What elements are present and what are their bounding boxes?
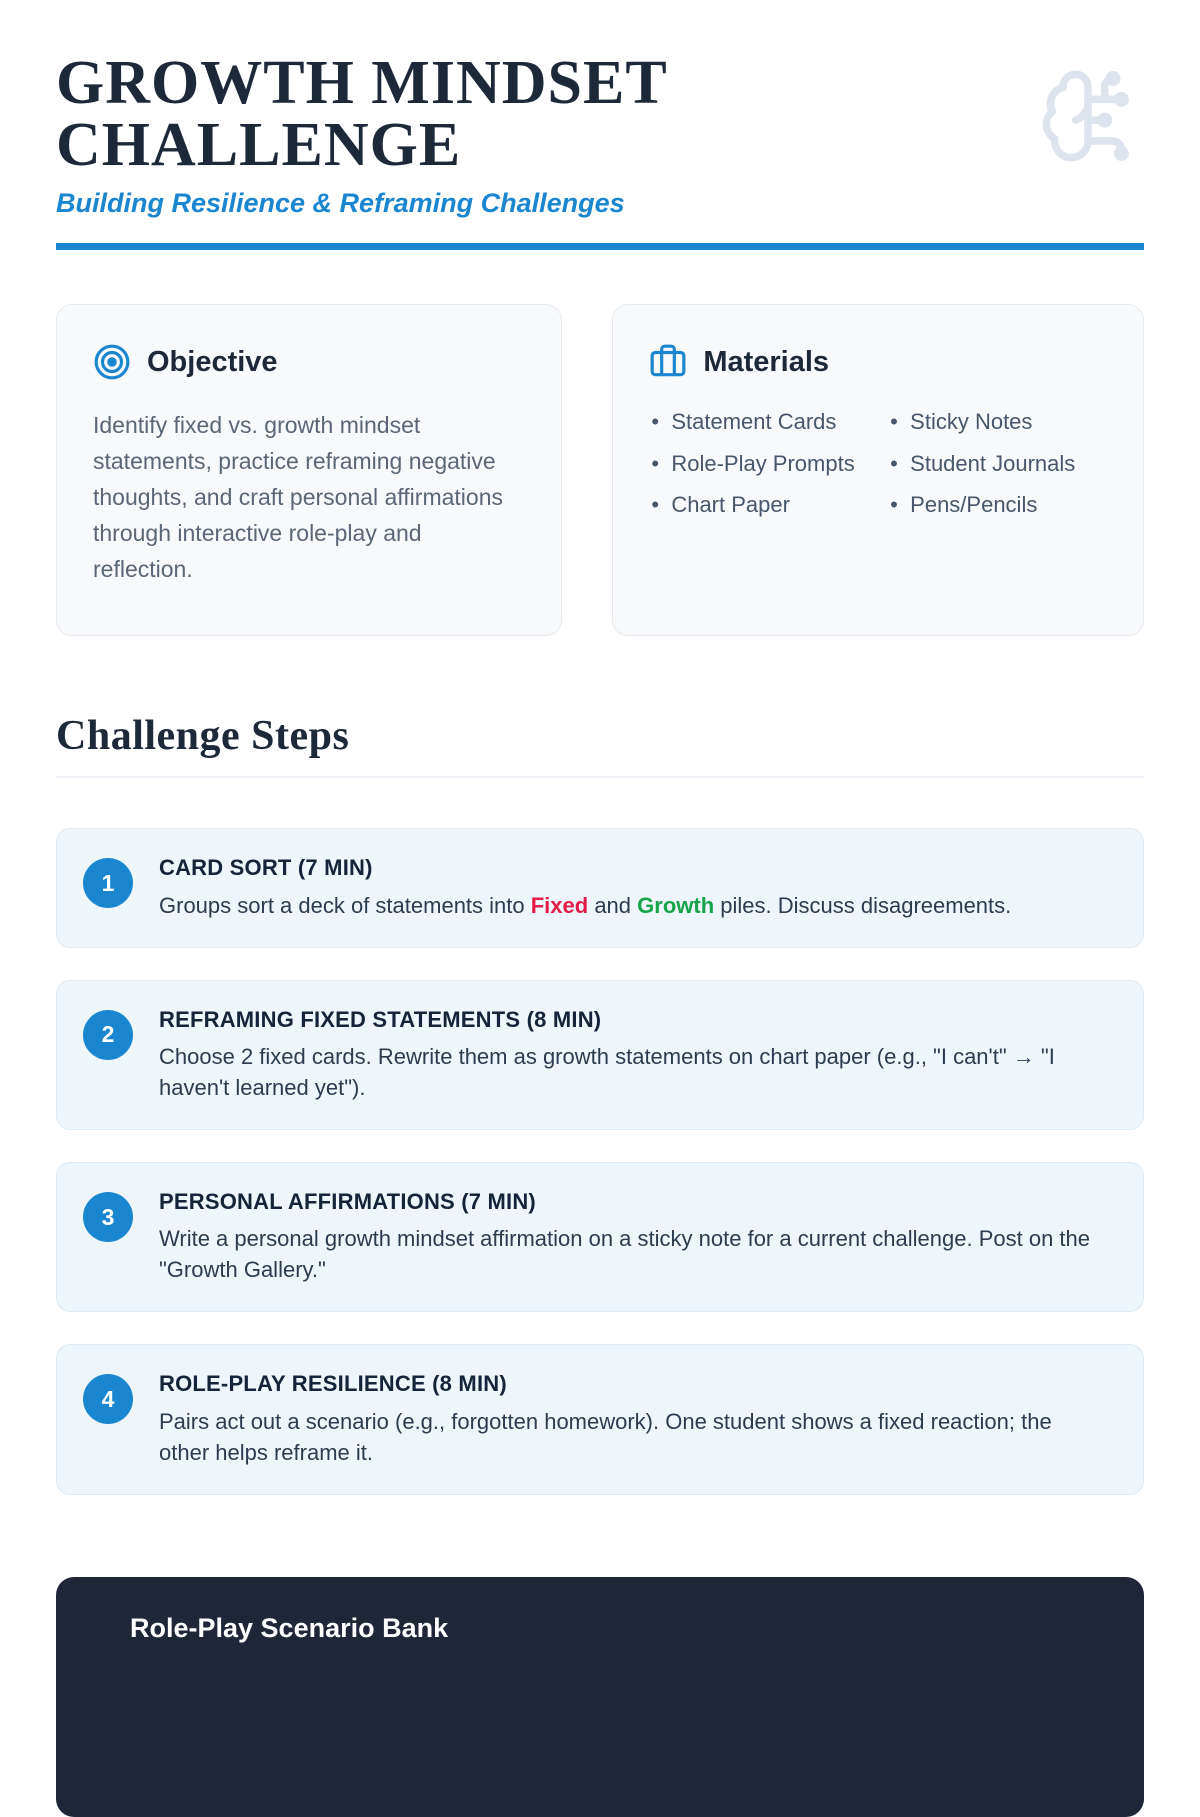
list-item: • Chart Paper: [649, 490, 868, 520]
objective-card-header: [93, 343, 525, 381]
step-title: REFRAMING FIXED STATEMENTS (8 MIN): [159, 1006, 602, 1032]
info-cards-row: [56, 304, 1144, 636]
header-text: [56, 49, 1036, 219]
list-item: • Sticky Notes: [888, 407, 1107, 437]
step-body: Choose 2 fixed cards. Rewrite them as growth statements on chart paper (e.g., "I can't" → "I haven't learned yet").: [159, 1044, 1055, 1101]
objective-heading: Objective: [147, 345, 278, 378]
step-number-badge: 1: [83, 858, 133, 908]
list-item: • Statement Cards: [649, 407, 868, 437]
step-body: Write a personal growth mindset affirmation on a sticky note for a current challenge. Post on the "Growth Gallery.": [159, 1226, 1091, 1283]
header-divider-rule: [56, 243, 1144, 250]
step-content: [159, 1371, 1107, 1467]
step-card-3: [56, 1162, 1144, 1312]
challenge-steps-heading: Challenge Steps: [56, 713, 350, 759]
list-item: • Role-Play Prompts: [649, 449, 868, 479]
step-body-text: and: [588, 892, 638, 918]
step-card-4: [56, 1344, 1144, 1494]
step-card-1: [56, 828, 1144, 947]
list-item: • Student Journals: [888, 449, 1107, 479]
step-body: [159, 890, 1011, 921]
page-subtitle: Building Resilience & Reframing Challenges: [56, 188, 625, 218]
materials-card: [612, 304, 1144, 636]
page-title: GROWTH MINDSET CHALLENGE: [56, 49, 667, 179]
materials-card-header: [649, 343, 1107, 381]
step-content: [159, 855, 1011, 920]
step-card-2: [56, 980, 1144, 1130]
scenario-bank-card: [56, 1577, 1144, 1817]
step-title: CARD SORT (7 MIN): [159, 855, 373, 881]
header: [56, 49, 1144, 219]
step-content: [159, 1189, 1107, 1285]
objective-card: [56, 304, 562, 636]
step-content: [159, 1007, 1107, 1103]
materials-heading: Materials: [703, 345, 830, 378]
step-body-text: piles. Discuss disagreements.: [714, 892, 1012, 918]
materials-list: [649, 407, 1107, 520]
growth-label: Growth: [637, 892, 715, 918]
step-title: PERSONAL AFFIRMATIONS (7 MIN): [159, 1189, 536, 1215]
scenario-bank-heading: Role-Play Scenario Bank: [130, 1612, 449, 1643]
step-number-badge: 3: [83, 1192, 133, 1242]
target-icon: [93, 343, 131, 381]
step-number-badge: 2: [83, 1010, 133, 1060]
list-item: • Pens/Pencils: [888, 490, 1107, 520]
objective-body: Identify fixed vs. growth mindset statements, practice reframing negative thoughts, and craft personal affirmations through interactive role-play and reflection.: [93, 412, 503, 582]
step-title: ROLE-PLAY RESILIENCE (8 MIN): [159, 1371, 507, 1397]
step-number-badge: 4: [83, 1374, 133, 1424]
fixed-label: Fixed: [530, 892, 589, 918]
brain-circuit-icon: [1036, 66, 1140, 171]
briefcase-icon: [649, 343, 687, 381]
step-body: Pairs act out a scenario (e.g., forgotten homework). One student shows a fixed reaction; the other helps reframe it.: [159, 1408, 1052, 1465]
step-body-text: Groups sort a deck of statements into: [159, 892, 531, 918]
section-divider: [56, 776, 1144, 778]
